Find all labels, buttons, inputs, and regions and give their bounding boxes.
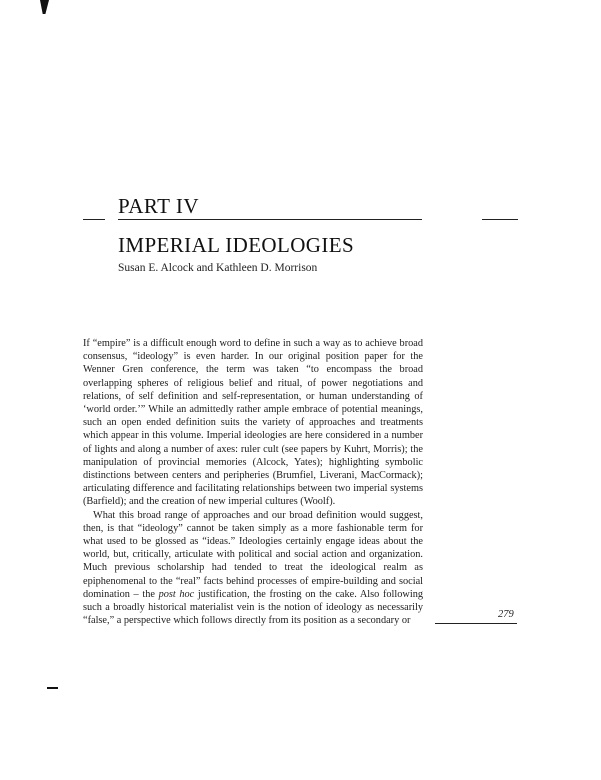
heading-rule (118, 219, 422, 220)
page-number: 279 (498, 609, 514, 620)
page-number-rule (435, 623, 517, 624)
paragraph-1: If “empire” is a difficult enough word to define in such a way as to achieve broad consensus, “ideology” is even harder. In our original position paper for the Wenner Gren conference, the term was taken “to encompass the broad overlapping spheres of religious belief and ritual, of power negotiations and relations, of self definition and self-representation, or human understanding of ‘world order.’” While an admittedly rather ample embrace of potential meanings, such an open ended definition suits the variety of approaches and treatments which appear in this volume. Imperial ideologies are here considered in a number of lights and along a number of axes: ruler cult (see papers by Kuhrt, Morris); the manipulation of provincial memories (Alcock, Yates); highlighting symbolic distinctions between centers and peripheries (Brumfiel, Liverani, MacCormack); articulating difference and facilitating relationships between two imperial systems (Barfield); and the creation of new imperial cultures (Woolf). (83, 338, 423, 508)
paragraph-2 (83, 509, 423, 628)
scan-corner-mark-bottom (47, 687, 58, 689)
rule-right (482, 219, 518, 220)
scan-corner-mark-top (40, 0, 49, 14)
paragraph-2-text-b: justification, the frosting on the cake. Also following such a broadly historical materialist vein is the notion of ideology as necessarily “false,” a perspective which follows directly from its position as a secondary or (83, 588, 424, 627)
chapter-title: IMPERIAL IDEOLOGIES (118, 233, 355, 257)
paragraph-2-text-a: What this broad range of approaches and our broad definition would suggest, then, is that “ideology” cannot be taken simply as a more fashionable term for what used to be glossed as “ideas.” Ideologies certainly engage ideas about the world, but, critically, articulate with political and social action and organization. Much previous scholarship had tended to treat the ideological realm as epiphenomenal to the “real” facts behind processes of empire-building and social domination – the (83, 509, 423, 600)
paragraph-2-emphasis: post hoc (158, 588, 195, 600)
authors: Susan E. Alcock and Kathleen D. Morrison (118, 262, 318, 274)
body-text (83, 337, 423, 627)
part-heading: PART IV (118, 194, 200, 218)
rule-left-short (83, 219, 105, 220)
